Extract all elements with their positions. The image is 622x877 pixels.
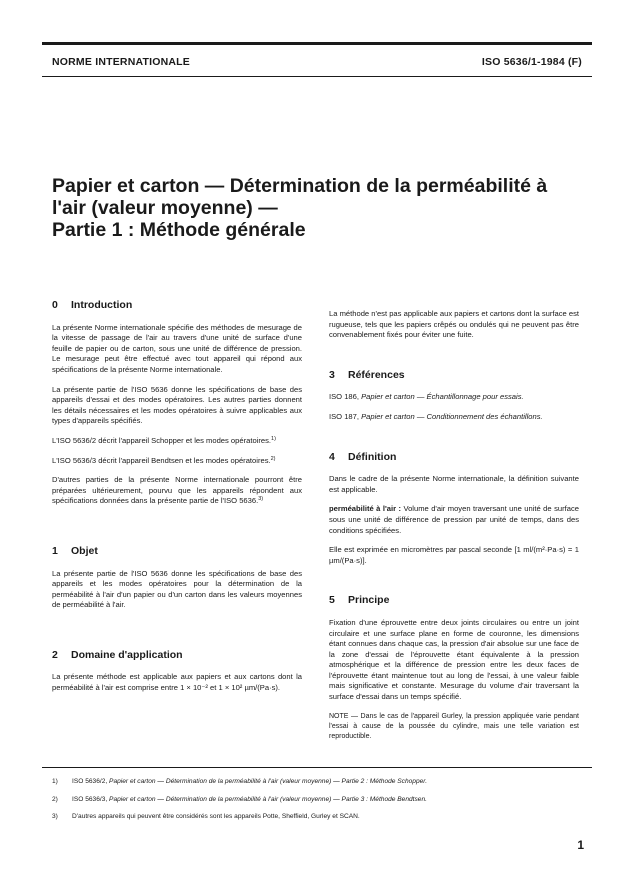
paragraph: La présente partie de l'ISO 5636 donne les spécifications de base des appareils et les modes opératoires pour la détermination de la perméabilité à l'air d'un papier ou d'un carton dans les valeurs moyennes de perméabilité à l'air. — [52, 568, 302, 610]
section-heading-domaine: 2 Domaine d'application — [52, 648, 183, 661]
paragraph: La méthode n'est pas applicable aux papiers et cartons dont la surface est rugueuse, tels que les papiers crêpés ou ondulés qui ne peuvent pas être convenablement fixés pour éviter une fuite. — [329, 309, 579, 340]
paragraph: Dans le cadre de la présente Norme internationale, la définition suivante est applicable. — [329, 474, 579, 494]
reference-item: ISO 186, Papier et carton — Échantillonnage pour essais. — [329, 392, 524, 402]
paragraph: La présente méthode est applicable aux papiers et aux cartons dont la perméabilité à l'air est comprise entre 1 × 10⁻² et 1 × 10² µm/(Pa·s). — [52, 672, 302, 693]
paragraph: L'ISO 5636/2 décrit l'appareil Schopper et les modes opératoires.$^{1)}$ — [52, 435, 276, 445]
paragraph: Elle est exprimée en micromètres par pascal seconde [1 ml/(m²·Pa·s) = 1 µm/(Pa·s)]. — [329, 545, 579, 565]
page-number: 1 — [577, 838, 584, 852]
footnote-ref: 2) — [270, 455, 276, 462]
footnote-3: 3) D'autres appareils qui peuvent être considérés sont les appareils Potte, Sheffield, Gurley et SCAN. — [52, 813, 360, 820]
section-heading-principe: 5 Principe — [329, 594, 390, 607]
reference-item: ISO 187, Papier et carton — Conditionnement des échantillons. — [329, 411, 543, 421]
paragraph: L'ISO 5636/3 décrit l'appareil Bendtsen et les modes opératoires.$^{2)}$ — [52, 455, 276, 465]
section-heading-objet: 1 Objet — [52, 544, 98, 557]
header-bottom-rule — [42, 76, 592, 77]
section-heading-references: 3 Références — [329, 368, 405, 381]
title-line-1: Papier et carton — Détermination de la perméabilité à — [52, 175, 548, 197]
title-line-3: Partie 1 : Méthode générale — [52, 219, 306, 241]
header-right-label: ISO 5636/1-1984 (F) — [481, 56, 582, 68]
definition-entry: perméabilité à l'air : Volume d'air moyen traversant une unité de surface sous une unité de différence de pression par unité de temps, dans des conditions spécifiées. — [329, 504, 579, 535]
note: NOTE — Dans le cas de l'appareil Gurley, la pression appliquée varie pendant l'essai à cause de la poussée du cylindre, mais une telle variation est reproductible. — [329, 712, 579, 740]
footnote-1: 1) ISO 5636/2, Papier et carton — Détermination de la perméabilité à l'air (valeur moyenne) — Partie 2 : Méthode Schopper. — [52, 778, 428, 785]
paragraph: La présente Norme internationale spécifie des méthodes de mesurage de la vitesse de passage de l'air au travers d'une unité de surface d'une feuille de papier ou de carton, sous une unité de différence de pression. Le mesurage peut être effectué avec tout appareil qui répond aux spécifications de la présente Norme internationale. — [52, 322, 302, 374]
paragraph: La présente partie de l'ISO 5636 donne les spécifications de base des appareils d'essai et des modes opératoires. Les autres parties donnent les détails nécessaires et les modes opératoires à suivre applicables aux types d'appareils spécifiés. — [52, 384, 302, 426]
title-line-2: l'air (valeur moyenne) — — [52, 197, 278, 219]
paragraph: D'autres parties de la présente Norme internationale pourront être préparées ultérieurement, pourvu que les appareils répondent aux spécifications données dans la présente partie de l'ISO 5636.$^{3)}$ — [52, 475, 302, 506]
header-left-label: NORME INTERNATIONALE — [52, 56, 190, 68]
header-top-rule — [42, 42, 592, 45]
footnote-rule — [42, 767, 592, 768]
section-heading-definition: 4 Définition — [329, 450, 397, 463]
paragraph: Fixation d'une éprouvette entre deux joints circulaires ou entre un joint circulaire et une surface plane en forme de couronne, les dimensions étant connues dans chaque cas, la pression d'air absolue sur une face de la zone d'essai de l'éprouvette étant équivalente à la pression atmosphérique et la différence de pression entre les deux faces de l'éprouvette étant maintenue tout au long de l'essai, à une valeur faible mais significative et constante. Mesurage du volume d'air traversant la surface d'essai dans un temps spécifié. — [329, 617, 579, 702]
section-heading-introduction: 0 Introduction — [52, 299, 133, 311]
footnote-ref: 1) — [271, 435, 276, 442]
left-column — [52, 300, 302, 703]
footnote-2: 2) ISO 5636/3, Papier et carton — Détermination de la perméabilité à l'air (valeur moyenne) — Partie 3 : Méthode Bendtsen. — [52, 796, 427, 803]
document-title — [52, 175, 572, 241]
right-column — [329, 309, 579, 751]
footnote-ref: 3) — [258, 496, 264, 503]
